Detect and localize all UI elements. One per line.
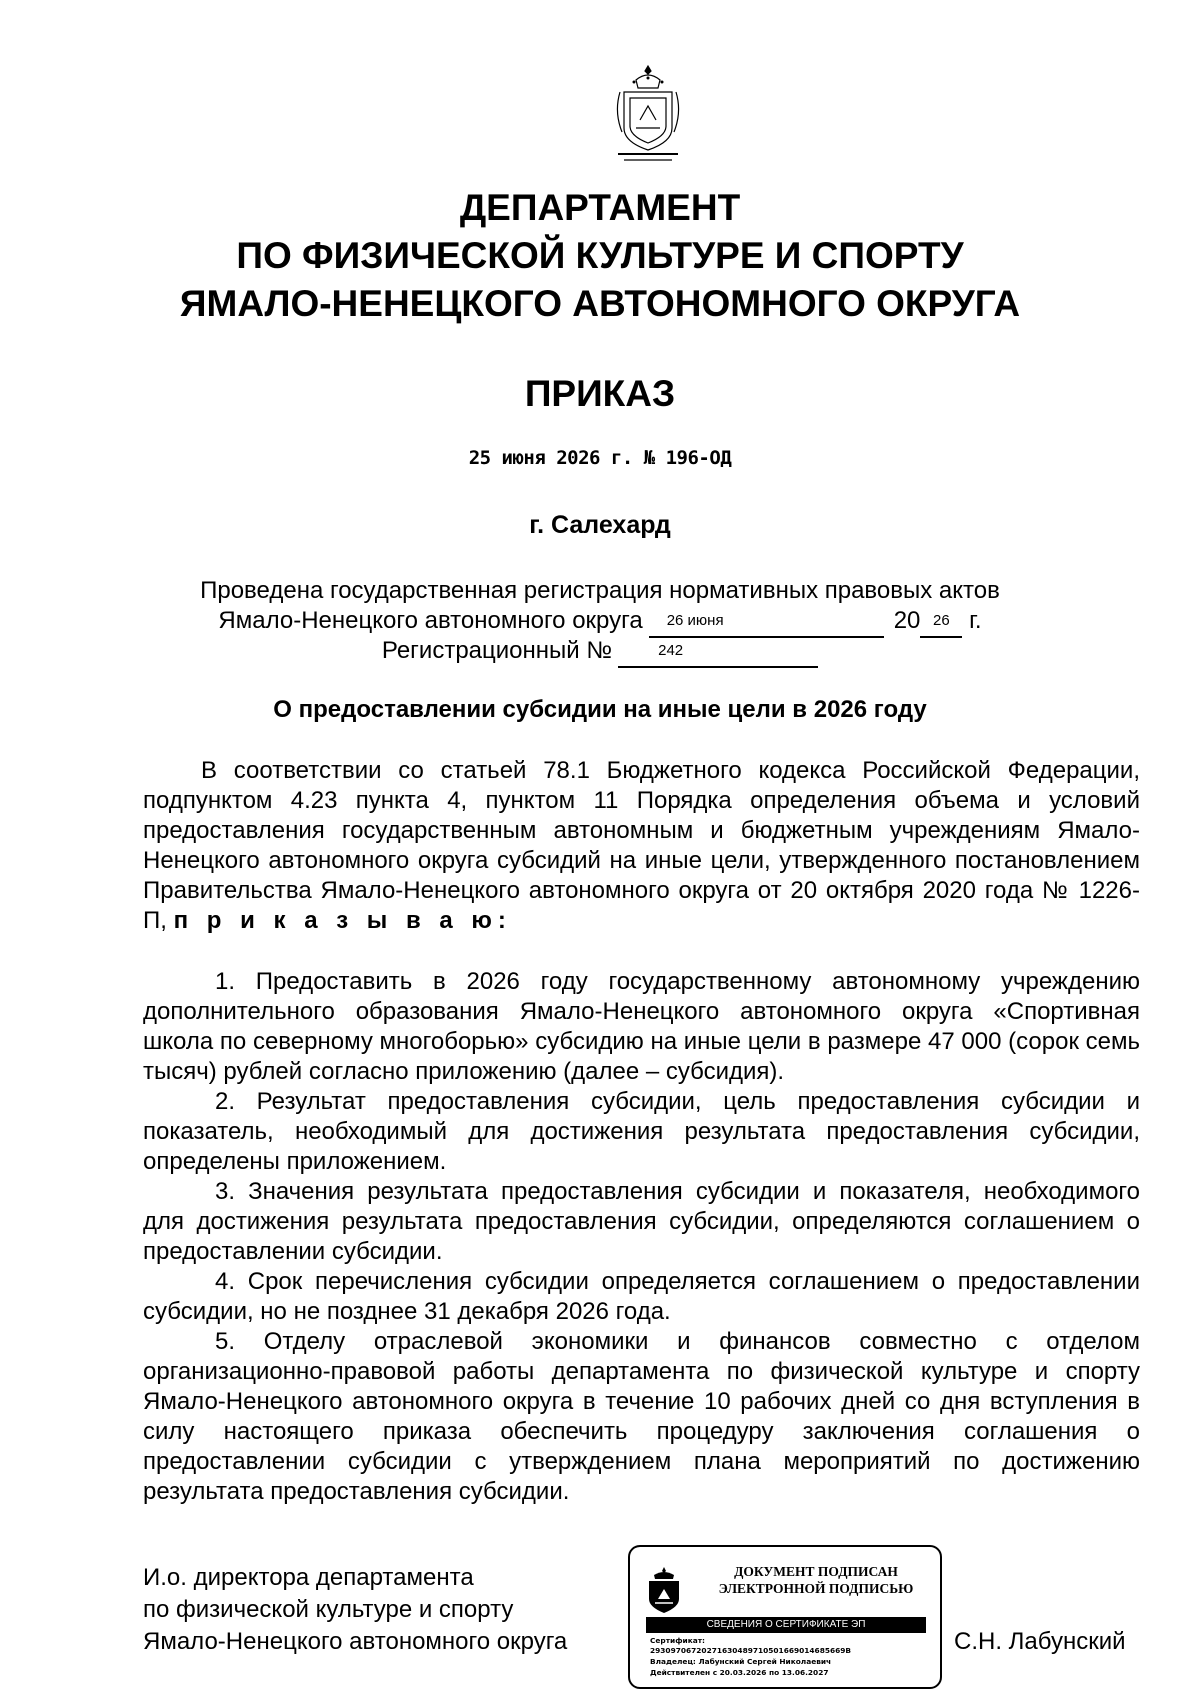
document-date-number: 25 июня 2026 г. № 196-ОД <box>468 447 732 469</box>
department-title-line: ДЕПАРТАМЕНТ <box>459 187 741 228</box>
registration-number-field <box>618 644 818 668</box>
stamp-title <box>696 1563 936 1597</box>
preamble <box>143 756 1140 936</box>
stamp-title-line: ЭЛЕКТРОННОЙ ПОДПИСЬЮ <box>718 1581 914 1596</box>
order-item: 5. Отделу отраслевой экономики и финансов совместно с отделом организационно-правовой работы департамента по физической культуре и спорту Ямало-Ненецкого автономного округа в течение 10 рабочих дней со дня вступления в силу настоящего приказа обеспечить процедуру заключения соглашения о предоставлении субсидии с утверждением плана мероприятий по достижению результата предоставления субсидии. <box>143 1328 1140 1505</box>
yanao-coat-of-arms-icon <box>644 1565 684 1615</box>
city: г. Салехард <box>529 511 671 539</box>
stamp-cert-value: 29309706720271630489710501669014685669B <box>650 1646 852 1655</box>
registration-year-field <box>920 614 962 638</box>
document-type: ПРИКАЗ <box>524 373 676 414</box>
stamp-certificate-info <box>650 1636 930 1678</box>
registration-line-2 <box>0 606 1200 636</box>
stamp-valid: Действителен с 20.03.2026 по 13.06.2027 <box>650 1668 829 1677</box>
registration-number-value: 242 <box>658 642 684 659</box>
preamble-text: В соответствии со статьей 78.1 Бюджетного кодекса Российской Федерации, подпунктом 4.23 пункта 4, пунктом 11 Порядка определения объема и условий предоставления государственным автономным и бюджетным учреждениям Ямало-Ненецкого автономного округа субсидий на иные цели, утвержденного постановлением Правительства Ямало-Ненецкого автономного округа от 20 октября 2020 года № 1226-П, <box>143 757 1140 934</box>
order-subject: О предоставлении субсидии на иные цели в 2026 году <box>273 696 927 723</box>
registration-date-field <box>649 614 884 638</box>
signer-position <box>143 1562 623 1658</box>
registration-line-3 <box>0 636 1200 666</box>
department-title-line: ЯМАЛО-НЕНЕЦКОГО АВТОНОМНОГО ОКРУГА <box>179 283 1021 324</box>
department-title-line: ПО ФИЗИЧЕСКОЙ КУЛЬТУРЕ И СПОРТУ <box>236 235 964 276</box>
signer-position-line: И.о. директора департамента <box>143 1564 474 1591</box>
registration-year-value: 26 <box>933 612 950 629</box>
registration-number-label: Регистрационный № <box>381 637 613 664</box>
signer-name: С.Н. Лабунский <box>954 1628 1126 1655</box>
signer-position-line: Ямало-Ненецкого автономного округа <box>143 1628 568 1655</box>
order-item: 4. Срок перечисления субсидии определяется соглашением о предоставлении субсидии, но не позднее 31 декабря 2026 года. <box>143 1268 1140 1325</box>
registration-block <box>0 576 1200 666</box>
registration-year-prefix: 20 <box>893 607 921 634</box>
registration-prefix: Ямало-Ненецкого автономного округа <box>218 607 643 634</box>
stamp-certificate-bar: СВЕДЕНИЯ О СЕРТИФИКАТЕ ЭП <box>646 1617 926 1633</box>
electronic-signature-stamp <box>628 1545 942 1689</box>
stamp-cert-label: Сертификат: <box>650 1636 705 1645</box>
stamp-title-line: ДОКУМЕНТ ПОДПИСАН <box>734 1564 898 1579</box>
department-title <box>0 184 1200 328</box>
order-items <box>143 967 1140 1507</box>
registration-date-value: 26 июня <box>666 612 724 629</box>
order-word: п р и к а з ы в а ю: <box>173 907 512 934</box>
registration-year-suffix: г. <box>969 607 982 634</box>
signer-position-line: по физической культуре и спорту <box>143 1596 514 1623</box>
stamp-owner: Владелец: Лабунский Сергей Николаевич <box>650 1657 832 1666</box>
registration-line-1: Проведена государственная регистрация нормативных правовых актов <box>200 577 1000 604</box>
coat-of-arms-icon <box>610 62 686 166</box>
order-item: 3. Значения результата предоставления субсидии и показателя, необходимого для достижения результата предоставления субсидии, определяются соглашением о предоставлении субсидии. <box>143 1178 1140 1265</box>
preamble-paragraph <box>143 756 1140 936</box>
order-item: 2. Результат предоставления субсидии, цель предоставления субсидии и показатель, необходимый для достижения результата предоставления субсидии, определены приложением. <box>143 1088 1140 1175</box>
order-item: 1. Предоставить в 2026 году государственному автономному учреждению дополнительного образования Ямало-Ненецкого автономного округа «Спортивная школа по северному многоборью» субсидию на иные цели в размере 47 000 (сорок семь тысяч) рублей согласно приложению (далее – субсидия). <box>143 968 1140 1085</box>
